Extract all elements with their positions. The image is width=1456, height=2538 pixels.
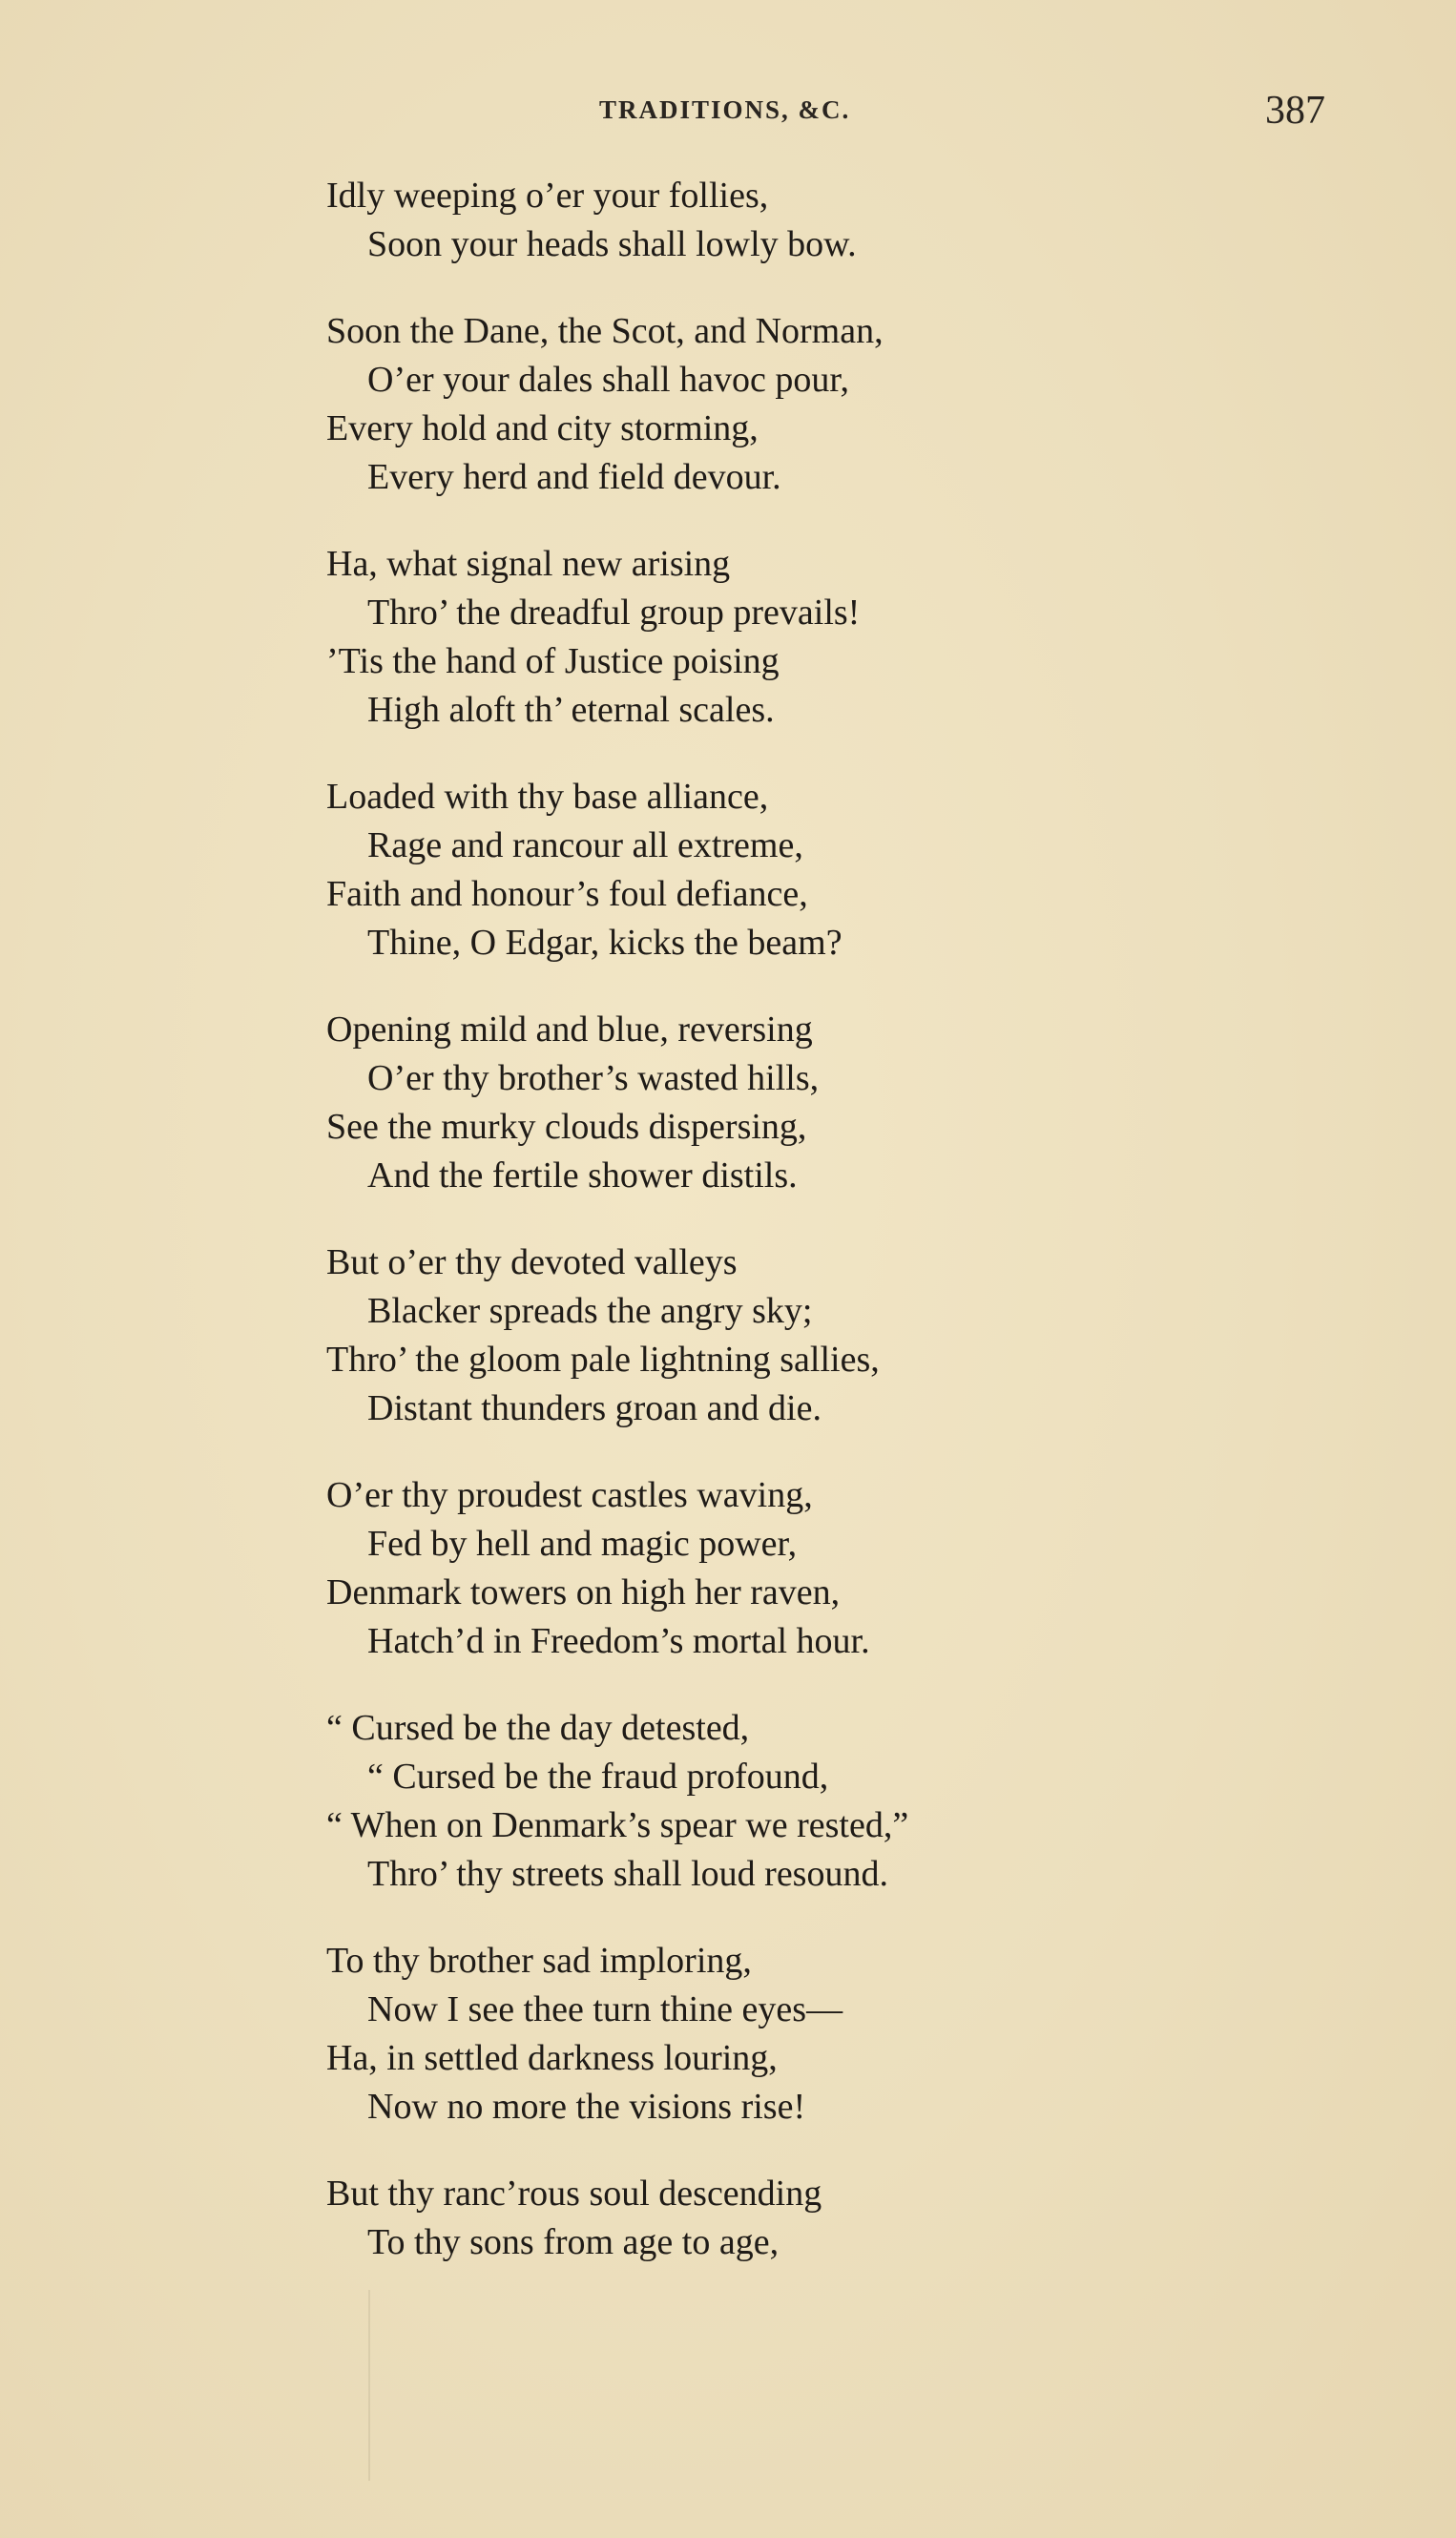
stanza <box>326 1704 1280 1899</box>
stanza <box>326 1238 1280 1433</box>
poem-line: See the murky clouds dispersing, <box>326 1107 807 1147</box>
poem-line: “ When on Denmark’s spear we rested,” <box>326 1805 909 1845</box>
poem-line: To thy sons from age to age, <box>367 2222 780 2262</box>
stanza <box>326 1937 1280 2132</box>
poem-line: Hatch’d in Freedom’s mortal hour. <box>367 1621 870 1661</box>
poem-line: Every hold and city storming, <box>326 408 759 448</box>
poem-line: O’er your dales shall havoc pour, <box>367 360 849 400</box>
stanza <box>326 540 1280 735</box>
poem-line: Opening mild and blue, reversing <box>326 1009 813 1050</box>
poem-line: Rage and rancour all extreme, <box>367 825 803 865</box>
page-number: 387 <box>1265 89 1325 133</box>
poem-line: ’Tis the hand of Justice poising <box>326 641 780 681</box>
poem-line: High aloft th’ eternal scales. <box>367 690 775 730</box>
poem-line: Denmark towers on high her raven, <box>326 1572 841 1612</box>
running-head: TRADITIONS, &C. <box>599 95 851 124</box>
poem-line: Faith and honour’s foul defiance, <box>326 874 808 914</box>
poem-line: Soon the Dane, the Scot, and Norman, <box>326 311 884 351</box>
poem-line: And the fertile shower distils. <box>367 1155 798 1196</box>
poem-line: Thro’ thy streets shall loud resound. <box>367 1854 888 1894</box>
poem-line: Fed by hell and magic power, <box>367 1524 798 1564</box>
poem-line: But thy ranc’rous soul descending <box>326 2174 822 2214</box>
stanza <box>326 2170 1280 2267</box>
poem-line: Blacker spreads the angry sky; <box>367 1291 813 1331</box>
poem-line: Soon your heads shall lowly bow. <box>367 224 857 264</box>
poem-line: “ Cursed be the fraud profound, <box>367 1757 829 1797</box>
poem-line: Now no more the visions rise! <box>367 2087 806 2127</box>
stanza <box>326 172 1280 269</box>
poem-line: “ Cursed be the day detested, <box>326 1708 750 1748</box>
poem-body <box>326 172 1280 2305</box>
poem-line: But o’er thy devoted valleys <box>326 1242 738 1282</box>
poem-line: Every herd and field devour. <box>367 457 781 497</box>
stanza <box>326 1006 1280 1200</box>
poem-line: Thro’ the gloom pale lightning sallies, <box>326 1340 880 1380</box>
poem-line: O’er thy proudest castles waving, <box>326 1475 813 1515</box>
poem-line: Ha, what signal new arising <box>326 544 731 584</box>
poem-line: To thy brother sad imploring, <box>326 1941 752 1981</box>
poem-line: Loaded with thy base alliance, <box>326 777 769 817</box>
paper-crease <box>368 2290 370 2481</box>
poem-line: Distant thunders groan and die. <box>367 1388 822 1428</box>
poem-line: Thro’ the dreadful group prevails! <box>367 593 861 633</box>
poem-line: Thine, O Edgar, kicks the beam? <box>367 923 842 963</box>
stanza <box>326 307 1280 502</box>
stanza <box>326 1471 1280 1666</box>
poem-line: O’er thy brother’s wasted hills, <box>367 1058 820 1098</box>
poem-line: Ha, in settled darkness louring, <box>326 2038 778 2078</box>
poem-line: Idly weeping o’er your follies, <box>326 176 769 216</box>
stanza <box>326 773 1280 967</box>
poem-line: Now I see thee turn thine eyes— <box>367 1989 843 2029</box>
